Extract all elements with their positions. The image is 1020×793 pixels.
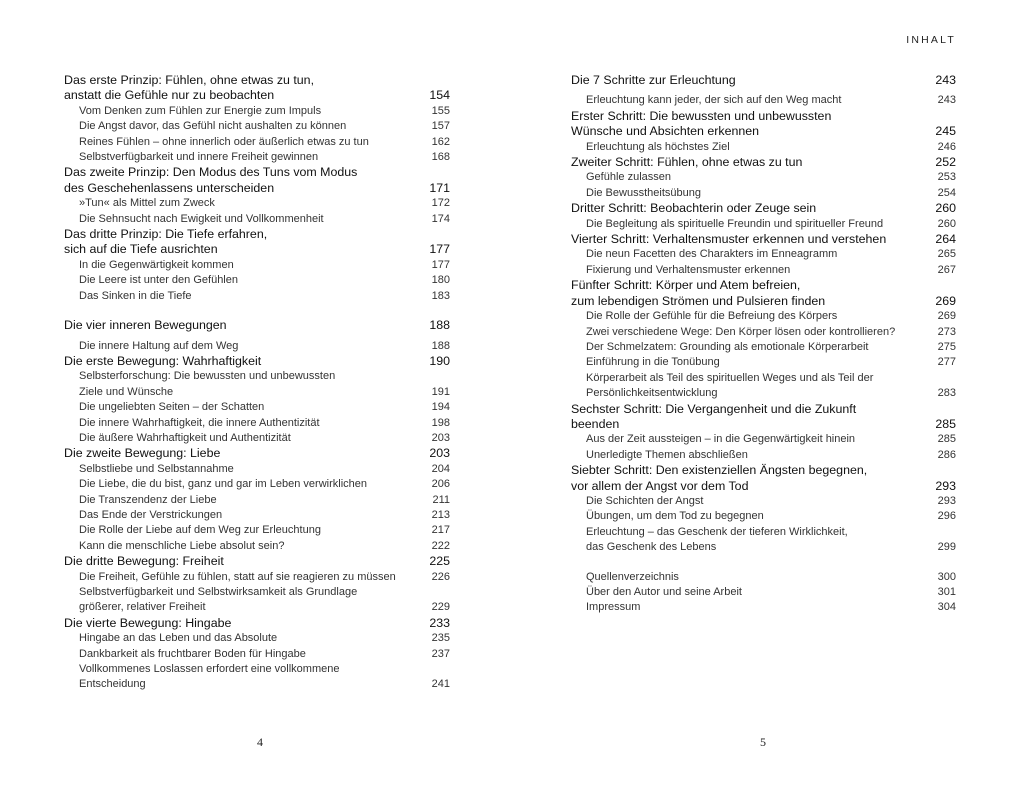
toc-entry-title: Selbstverfügbarkeit und innere Freiheit gewinnen bbox=[79, 151, 319, 164]
toc-entry-title: Einführung in die Tonübung bbox=[586, 356, 720, 369]
toc-entry-title: des Geschehenlassens unterscheiden bbox=[64, 180, 275, 195]
toc-page-number: 154 bbox=[429, 88, 450, 103]
toc-entry-title: Unerledigte Themen abschließen bbox=[586, 448, 748, 461]
toc-page-number: 211 bbox=[432, 493, 450, 506]
toc-entry-title: Impressum bbox=[586, 601, 641, 614]
toc-entry-title: Vierter Schritt: Verhaltensmuster erkennen und verstehen bbox=[571, 232, 887, 247]
toc-subentry bbox=[571, 170, 956, 185]
toc-entry-title: Persönlichkeitsentwicklung bbox=[586, 387, 718, 400]
toc-section bbox=[571, 109, 956, 140]
toc-subentry bbox=[571, 494, 956, 509]
toc-entry-title: Die dritte Bewegung: Freiheit bbox=[64, 554, 224, 569]
toc-subentry bbox=[64, 416, 450, 431]
toc-page-number: 275 bbox=[937, 340, 956, 353]
toc-page-number: 304 bbox=[937, 601, 956, 614]
toc-page-number: 168 bbox=[431, 151, 450, 164]
running-header: INHALT bbox=[906, 34, 956, 46]
toc-subentry bbox=[64, 585, 450, 616]
toc-page-number: 233 bbox=[429, 615, 450, 630]
toc-page-number: 222 bbox=[431, 539, 450, 552]
toc-entry-title: Die Begleitung als spirituelle Freundin und spiritueller Freund bbox=[586, 217, 884, 230]
toc-entry-title: Die zweite Bewegung: Liebe bbox=[64, 446, 221, 461]
toc-page-number: 226 bbox=[431, 570, 450, 583]
spacer bbox=[64, 304, 450, 318]
toc-entry-title: Die Rolle der Gefühle für die Befreiung des Körpers bbox=[586, 310, 838, 323]
toc-page-number: 225 bbox=[429, 554, 450, 569]
toc-entry-title: Reines Fühlen – ohne innerlich oder äußerlich etwas zu tun bbox=[79, 135, 369, 148]
page-number-right: 5 bbox=[760, 735, 766, 749]
toc-section bbox=[571, 402, 956, 433]
toc-page-number: 252 bbox=[935, 155, 956, 170]
toc-page-number: 188 bbox=[431, 339, 450, 352]
toc-section bbox=[571, 463, 956, 494]
toc-section bbox=[64, 73, 450, 104]
toc-entry-title: Die innere Haltung auf dem Weg bbox=[79, 339, 239, 352]
toc-left-column bbox=[64, 73, 450, 693]
toc-section bbox=[571, 278, 956, 309]
toc-subentry bbox=[64, 431, 450, 446]
toc-entry-title: Erleuchtung als höchstes Ziel bbox=[586, 140, 730, 153]
toc-entry-title: vor allem der Angst vor dem Tod bbox=[571, 478, 749, 493]
toc-subentry bbox=[64, 289, 450, 304]
toc-entry-title: Fünfter Schritt: Körper und Atem befreien, bbox=[571, 278, 801, 293]
toc-page-number: 241 bbox=[431, 678, 450, 691]
toc-subentry bbox=[64, 104, 450, 119]
toc-entry-title: Über den Autor und seine Arbeit bbox=[586, 586, 742, 598]
toc-section bbox=[64, 446, 450, 461]
toc-page-number: 180 bbox=[431, 274, 450, 287]
toc-subentry bbox=[64, 462, 450, 477]
toc-page-number: 293 bbox=[935, 478, 956, 493]
toc-entry-title: Sechster Schritt: Die Vergangenheit und die Zukunft bbox=[571, 401, 857, 416]
toc-page-number: 265 bbox=[937, 248, 956, 261]
toc-entry-title: Das dritte Prinzip: Die Tiefe erfahren, bbox=[64, 227, 268, 242]
toc-page-number: 172 bbox=[431, 197, 450, 210]
toc-subentry bbox=[64, 647, 450, 662]
toc-section bbox=[64, 354, 450, 369]
toc-page-number: 177 bbox=[431, 258, 450, 271]
toc-page-number: 174 bbox=[431, 212, 450, 225]
toc-page-number: 191 bbox=[431, 385, 450, 398]
toc-entry-title: Das Ende der Verstrickungen bbox=[79, 508, 223, 521]
toc-chapter bbox=[64, 318, 450, 333]
toc-entry-title: Vollkommenes Loslassen erfordert eine vollkommene bbox=[79, 663, 340, 676]
toc-subentry bbox=[571, 585, 956, 600]
toc-page-number: 260 bbox=[935, 201, 956, 216]
toc-entry-title: Das erste Prinzip: Fühlen, ohne etwas zu tun, bbox=[64, 73, 315, 87]
toc-entry-title: anstatt die Gefühle nur zu beobachten bbox=[64, 88, 275, 103]
toc-entry-title: Quellenverzeichnis bbox=[586, 570, 679, 583]
toc-page-number: 155 bbox=[431, 104, 450, 117]
toc-page-number: 269 bbox=[937, 310, 956, 323]
toc-subentry bbox=[571, 340, 956, 355]
toc-page-number: 188 bbox=[429, 318, 450, 333]
toc-entry-title: Die innere Wahrhaftigkeit, die innere Authentizität bbox=[79, 416, 320, 429]
toc-subentry bbox=[571, 600, 956, 615]
toc-entry-title: Die Liebe, die du bist, ganz und gar im Leben verwirklichen bbox=[79, 478, 367, 491]
toc-section bbox=[64, 227, 450, 258]
toc-section bbox=[571, 232, 956, 247]
toc-page-number: 171 bbox=[429, 180, 450, 195]
toc-entry-title: Zweiter Schritt: Fühlen, ohne etwas zu tun bbox=[571, 155, 803, 170]
toc-entry-title: Entscheidung bbox=[79, 678, 146, 691]
toc-entry-title: Die Transzendenz der Liebe bbox=[79, 493, 217, 506]
toc-page-number: 235 bbox=[431, 632, 450, 645]
toc-page-number: 203 bbox=[431, 431, 450, 444]
toc-entry-title: Hingabe an das Leben und das Absolute bbox=[79, 632, 278, 645]
toc-entry-title: Selbsterforschung: Die bewussten und unbewussten bbox=[79, 370, 336, 383]
toc-entry-title: Die Bewusstheitsübung bbox=[586, 186, 701, 199]
toc-entry-title: zum lebendigen Strömen und Pulsieren finden bbox=[571, 293, 826, 308]
toc-entry-title: Der Schmelzatem: Grounding als emotionale Körperarbeit bbox=[586, 340, 869, 353]
toc-subentry bbox=[64, 273, 450, 288]
toc-subentry bbox=[64, 477, 450, 492]
toc-entry-title: Die äußere Wahrhaftigkeit und Authentizität bbox=[79, 431, 291, 444]
toc-page-number: 162 bbox=[431, 135, 450, 148]
toc-entry-title: Wünsche und Absichten erkennen bbox=[571, 124, 760, 139]
toc-page-number: 286 bbox=[937, 448, 956, 461]
toc-page-number: 194 bbox=[431, 401, 450, 414]
toc-entry-title: Übungen, um dem Tod zu begegnen bbox=[586, 510, 764, 523]
toc-entry-title: beenden bbox=[571, 416, 620, 431]
toc-page-number: 254 bbox=[937, 186, 956, 199]
toc-page-number: 260 bbox=[937, 217, 956, 230]
toc-page-number: 204 bbox=[431, 462, 450, 475]
toc-subentry bbox=[64, 523, 450, 538]
toc-page-number: 203 bbox=[429, 446, 450, 461]
toc-page-number: 157 bbox=[431, 120, 450, 133]
toc-entry-title: das Geschenk des Lebens bbox=[586, 541, 717, 554]
toc-subentry bbox=[571, 140, 956, 155]
toc-page-number: 269 bbox=[935, 293, 956, 308]
toc-page-number: 183 bbox=[431, 289, 450, 302]
toc-entry-title: größerer, relativer Freiheit bbox=[79, 601, 206, 614]
toc-subentry bbox=[571, 325, 956, 340]
toc-section bbox=[64, 616, 450, 631]
toc-entry-title: Erleuchtung – das Geschenk der tieferen Wirklichkeit, bbox=[586, 525, 848, 538]
toc-entry-title: In die Gegenwärtigkeit kommen bbox=[79, 258, 234, 271]
toc-subentry bbox=[64, 369, 450, 400]
toc-entry-title: Ziele und Wünsche bbox=[79, 385, 174, 398]
toc-page-number: 299 bbox=[937, 541, 956, 554]
toc-subentry bbox=[571, 263, 956, 278]
spacer bbox=[571, 556, 956, 570]
toc-subentry bbox=[64, 631, 450, 646]
toc-section bbox=[64, 554, 450, 569]
toc-entry-title: Selbstliebe und Selbstannahme bbox=[79, 462, 234, 475]
page-number-left: 4 bbox=[257, 735, 263, 749]
toc-entry-title: Die neun Facetten des Charakters im Enneagramm bbox=[586, 248, 838, 261]
toc-entry-title: Die Sehnsucht nach Ewigkeit und Vollkommenheit bbox=[79, 212, 324, 225]
toc-subentry bbox=[64, 508, 450, 523]
toc-subentry bbox=[571, 186, 956, 201]
toc-subentry bbox=[571, 525, 956, 556]
toc-entry-title: Das zweite Prinzip: Den Modus des Tuns vom Modus bbox=[64, 165, 358, 180]
toc-page-number: 285 bbox=[935, 416, 956, 431]
toc-entry-title: Aus der Zeit aussteigen – in die Gegenwärtigkeit hinein bbox=[586, 433, 856, 446]
toc-entry-title: Dankbarkeit als fruchtbarer Boden für Hingabe bbox=[79, 647, 306, 660]
toc-entry-title: sich auf die Tiefe ausrichten bbox=[64, 242, 218, 257]
toc-entry-title: Die Leere ist unter den Gefühlen bbox=[79, 274, 238, 287]
toc-subentry bbox=[64, 662, 450, 693]
toc-right-column bbox=[571, 73, 956, 616]
toc-page-number: 206 bbox=[431, 478, 450, 491]
toc-page-number: 267 bbox=[937, 263, 956, 276]
toc-page-number: 229 bbox=[431, 601, 450, 614]
toc-page-number: 246 bbox=[937, 140, 956, 153]
toc-subentry bbox=[64, 493, 450, 508]
toc-subentry bbox=[571, 309, 956, 324]
toc-entry-title: Die 7 Schritte zur Erleuchtung bbox=[571, 73, 736, 87]
toc-subentry bbox=[64, 212, 450, 227]
toc-subentry bbox=[64, 339, 450, 354]
toc-subentry bbox=[64, 570, 450, 585]
toc-entry-title: Gefühle zulassen bbox=[586, 171, 671, 184]
toc-section bbox=[571, 201, 956, 216]
toc-page-number: 243 bbox=[937, 94, 956, 107]
toc-entry-title: Die erste Bewegung: Wahrhaftigkeit bbox=[64, 353, 262, 368]
toc-subentry bbox=[571, 355, 956, 370]
toc-entry-title: Dritter Schritt: Beobachterin oder Zeuge sein bbox=[571, 201, 817, 216]
toc-page-number: 237 bbox=[431, 647, 450, 660]
toc-page-number: 283 bbox=[937, 387, 956, 400]
toc-page-number: 301 bbox=[937, 586, 956, 598]
toc-subentry bbox=[571, 570, 956, 585]
toc-section bbox=[571, 155, 956, 170]
toc-entry-title: Vom Denken zum Fühlen zur Energie zum Impuls bbox=[79, 104, 322, 117]
toc-page-number: 277 bbox=[937, 356, 956, 369]
toc-subentry bbox=[64, 119, 450, 134]
toc-page-number: 243 bbox=[935, 73, 956, 87]
toc-subentry bbox=[571, 432, 956, 447]
toc-entry-title: Die vier inneren Bewegungen bbox=[64, 318, 227, 333]
toc-subentry bbox=[571, 509, 956, 524]
toc-entry-title: Die Freiheit, Gefühle zu fühlen, statt auf sie reagieren zu müssen bbox=[79, 570, 396, 583]
toc-subentry bbox=[64, 258, 450, 273]
toc-page-number: 177 bbox=[429, 242, 450, 257]
toc-chapter bbox=[571, 73, 956, 88]
toc-entry-title: Zwei verschiedene Wege: Den Körper lösen oder kontrollieren? bbox=[586, 325, 896, 338]
toc-entry-title: Körperarbeit als Teil des spirituellen Weges und als Teil der bbox=[586, 371, 874, 384]
toc-page-number: 213 bbox=[431, 508, 450, 521]
toc-subentry bbox=[64, 150, 450, 165]
toc-subentry bbox=[64, 539, 450, 554]
toc-page-number: 273 bbox=[937, 325, 956, 338]
toc-subentry bbox=[571, 371, 956, 402]
toc-entry-title: »Tun« als Mittel zum Zweck bbox=[79, 197, 215, 210]
toc-page-number: 285 bbox=[937, 433, 956, 446]
toc-page-number: 217 bbox=[431, 524, 450, 537]
toc-entry-title: Die vierte Bewegung: Hingabe bbox=[64, 615, 232, 630]
toc-subentry bbox=[571, 93, 956, 108]
toc-page-number: 264 bbox=[935, 232, 956, 247]
toc-entry-title: Selbstverfügbarkeit und Selbstwirksamkeit als Grundlage bbox=[79, 586, 358, 598]
toc-entry-title: Die Schichten der Angst bbox=[586, 494, 704, 507]
toc-page-number: 300 bbox=[937, 570, 956, 583]
toc-subentry bbox=[571, 448, 956, 463]
toc-subentry bbox=[64, 196, 450, 211]
toc-subentry bbox=[571, 217, 956, 232]
toc-page-number: 253 bbox=[937, 171, 956, 184]
toc-section bbox=[64, 165, 450, 196]
toc-page-number: 293 bbox=[937, 494, 956, 507]
toc-entry-title: Die Angst davor, das Gefühl nicht aushalten zu können bbox=[79, 120, 347, 133]
toc-entry-title: Kann die menschliche Liebe absolut sein? bbox=[79, 539, 285, 552]
toc-entry-title: Siebter Schritt: Den existenziellen Ängsten begegnen, bbox=[571, 463, 868, 478]
toc-page-number: 198 bbox=[431, 416, 450, 429]
toc-subentry bbox=[571, 247, 956, 262]
toc-entry-title: Fixierung und Verhaltensmuster erkennen bbox=[586, 263, 791, 276]
toc-entry-title: Erleuchtung kann jeder, der sich auf den Weg macht bbox=[586, 94, 842, 107]
toc-page-number: 245 bbox=[935, 124, 956, 139]
toc-entry-title: Das Sinken in die Tiefe bbox=[79, 289, 192, 302]
toc-entry-title: Erster Schritt: Die bewussten und unbewussten bbox=[571, 108, 832, 123]
toc-entry-title: Die Rolle der Liebe auf dem Weg zur Erleuchtung bbox=[79, 524, 321, 537]
toc-subentry bbox=[64, 135, 450, 150]
toc-subentry bbox=[64, 400, 450, 415]
toc-entry-title: Die ungeliebten Seiten – der Schatten bbox=[79, 401, 265, 414]
toc-page-number: 190 bbox=[429, 353, 450, 368]
toc-page-number: 296 bbox=[937, 510, 956, 523]
